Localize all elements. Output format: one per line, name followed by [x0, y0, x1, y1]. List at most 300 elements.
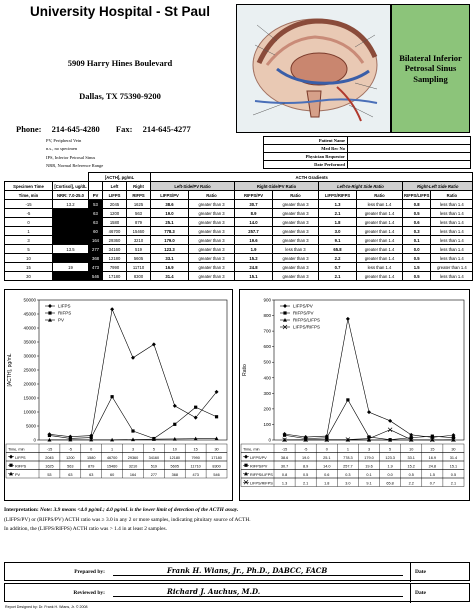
lifps-cell: 7990: [103, 263, 127, 272]
acth-group-header: [ACTH], pg/mL: [89, 173, 151, 182]
legend-item: PV, Peripheral Vein: [46, 138, 82, 143]
med-rec-field[interactable]: [348, 145, 471, 153]
plot-area: [39, 300, 227, 440]
right-ratio-cell: less than 3: [273, 245, 319, 254]
reviewed-by-label: Reviewed by:: [73, 590, 105, 596]
rifps-pv-cell: 8.9: [235, 209, 273, 218]
table-cell: 16.9: [428, 455, 437, 460]
table-cell: 15: [430, 447, 435, 452]
table-row-label: RIFPS/LIFPS: [250, 472, 273, 477]
right-ratio-cell: greater than 3: [273, 200, 319, 209]
table-cell: 25.1: [323, 455, 331, 460]
y-tick-label: 30000: [23, 353, 36, 359]
lifps-cell: 12180: [103, 254, 127, 263]
phone-label: Phone:: [16, 124, 42, 134]
cortisol-cell: [53, 272, 89, 281]
ltr-ratio-cell: less than 1.4: [357, 263, 403, 272]
table-cell: 0.1: [366, 472, 372, 477]
y-tick-label: 20000: [23, 381, 36, 387]
table-cell: 368: [171, 472, 178, 477]
rifps-lifps-cell: 0.5: [403, 254, 431, 263]
ltr-ratio-cell: greater than 1.4: [357, 218, 403, 227]
rifps-lifps-cell: 0.1: [403, 236, 431, 245]
rtl-ratio-cell: greater than 1.4: [431, 263, 473, 272]
table-cell: 519: [150, 464, 158, 469]
table-cell: 65.8: [386, 481, 394, 486]
ratio-chart-svg: [240, 290, 469, 500]
rifps-cell: 5605: [127, 254, 151, 263]
med-rec-label: Med Rec No: [264, 145, 348, 153]
time-cell: 30: [5, 272, 53, 281]
y-tick-label: 600: [263, 344, 271, 350]
y-tick-label: 0: [33, 437, 36, 443]
table-cell: 12180: [169, 455, 181, 460]
date-performed-label: Date Performed: [264, 161, 348, 169]
table-cell: 15.1: [449, 464, 458, 469]
pv-cell: 53: [89, 200, 103, 209]
table-cell: 11710: [190, 464, 201, 469]
report-footer: Report Designed by: Dr. Frank H. Wians, Jr. © 2008: [5, 605, 88, 609]
lifps-rifps-cell: 9.1: [319, 236, 357, 245]
table-cell: 38.6: [280, 455, 289, 460]
prepared-by-row: [4, 562, 470, 581]
data-point: [367, 410, 371, 414]
specimen-time-header: Specimen Time: [5, 182, 53, 191]
legend-marker: [48, 304, 52, 308]
table-cell: 1580: [86, 455, 96, 460]
data-point: [173, 404, 177, 408]
rifps-lifps-cell: 0.5: [403, 209, 431, 218]
time-cell: 10: [5, 254, 53, 263]
lifps-pv-cell: 123.3: [151, 245, 189, 254]
table-cell: 257.7: [343, 464, 353, 469]
table-cell: 63: [89, 472, 94, 477]
data-point: [131, 429, 134, 432]
lifps-pv-cell: 33.1: [151, 254, 189, 263]
legend-label: LIFPS/PV: [293, 303, 313, 309]
legend-label: RIFPS/PV: [293, 310, 314, 316]
prepared-by-signature: Frank H. Wians, Jr., Ph.D., DABCC, FACB: [113, 566, 403, 576]
lifps-pv-cell: 778.3: [151, 227, 189, 236]
nrr-header: NRR: 7.0-25.0: [53, 191, 89, 200]
table-cell: 1.5: [429, 472, 435, 477]
left-ratio-cell: greater than 3: [189, 218, 235, 227]
table-row-label: RIFPS/PV: [250, 464, 268, 469]
data-point: [48, 434, 51, 437]
pv-cell: 368: [89, 254, 103, 263]
table-cell: 29360: [127, 455, 139, 460]
ratio-header: Ratio: [431, 191, 473, 200]
rtl-ratio-cell: less than 1.4: [431, 218, 473, 227]
table-cell: 53: [47, 472, 52, 477]
y-tick-label: 900: [263, 297, 271, 303]
fax-label: Fax:: [115, 124, 133, 134]
time-header: Time, min: [5, 191, 53, 200]
right-ratio-cell: greater than 3: [273, 272, 319, 281]
right-pv-header: Right-Side/PV Ratio: [235, 182, 319, 191]
physician-label: Physician Requestor: [264, 153, 348, 161]
lifps-rifps-cell: 2.2: [319, 254, 357, 263]
left-ratio-cell: greater than 3: [189, 227, 235, 236]
legend-label: LIFPS/RIFPS: [293, 324, 321, 330]
acth-chart-svg: [5, 290, 232, 500]
assay-note: Note: 3.9 means <4.0 pg/mL; 4.0 pg/mL is the lower limit of detection of the ACTH assay.: [40, 507, 239, 513]
cortisol-cell: [53, 227, 89, 236]
data-point: [215, 415, 218, 418]
left-ratio-cell: greater than 3: [189, 254, 235, 263]
lifps-pv-cell: 179.0: [151, 236, 189, 245]
table-cell: 1.8: [324, 481, 330, 486]
cortisol-cell: [53, 236, 89, 245]
lifps-header: LIFPS: [103, 191, 127, 200]
rifps-lifps-header: RIFPS/LIFPS: [404, 192, 430, 198]
rifps-lifps-cell: 0.5: [403, 272, 431, 281]
legend-label: PV: [58, 317, 65, 323]
legend-marker: [283, 304, 287, 308]
ratio-chart: [239, 289, 470, 501]
rtl-ratio-cell: less than 1.4: [431, 227, 473, 236]
lifps-cell: 1200: [103, 209, 127, 218]
y-tick-label: 500: [263, 359, 271, 365]
physician-field[interactable]: [348, 153, 471, 161]
contact-line: [16, 124, 191, 134]
table-cell: 879: [88, 464, 95, 469]
table-cell: 15460: [106, 464, 118, 469]
lifps-cell: 46700: [103, 227, 127, 236]
table-cell: -5: [68, 447, 73, 452]
rifps-pv-header: RIFPS/PV: [235, 191, 273, 200]
table-row: [5, 227, 473, 236]
right-ratio-cell: greater than 3: [273, 236, 319, 245]
table-cell: 1: [346, 447, 349, 452]
time-cell: 1: [5, 227, 53, 236]
time-cell: 15: [5, 263, 53, 272]
left-to-right-header: Left-to-Right Side Ratio: [319, 182, 403, 191]
rifps-pv-cell: 14.0: [235, 218, 273, 227]
lifps-cell: 1580: [103, 218, 127, 227]
y-axis-label: [ACTH], pg/mL: [7, 353, 13, 387]
table-cell: 179.0: [364, 455, 374, 460]
table-cell: 5: [389, 447, 392, 452]
fax-number: 214-645-4277: [142, 124, 191, 134]
lifps-rifps-cell: 0.7: [319, 263, 357, 272]
pv-cell: 164: [89, 236, 103, 245]
y-tick-label: 45000: [23, 311, 36, 317]
report-title: Bilateral Inferior Petrosal Sinus Sampling: [391, 4, 470, 133]
data-point: [346, 317, 350, 321]
table-cell: 0.8: [281, 472, 288, 477]
legend-item: IPS, Inferior Petrosal Sinus: [46, 154, 96, 160]
cortisol-cell: 13.2: [53, 200, 89, 209]
table-cell: 7990: [191, 455, 200, 460]
table-cell: 30: [451, 447, 456, 452]
ratio-header: Ratio: [273, 191, 319, 200]
table-row-label: Time, min: [243, 447, 260, 452]
lifps-pv-cell: 16.9: [151, 263, 189, 272]
rifps-cell: 1625: [127, 200, 151, 209]
reviewed-by-row: [4, 583, 470, 602]
table-cell: 9.1: [366, 481, 372, 486]
table-cell: 1625: [45, 464, 54, 469]
data-point: [110, 307, 114, 311]
y-tick-label: 5000: [25, 423, 36, 429]
table-cell: 0.5: [450, 472, 457, 477]
table-row-label: LIFPS/PV: [250, 455, 267, 460]
table-cell: 3210: [128, 464, 138, 469]
right-left-header: Right-Left Side Ratio: [403, 182, 473, 191]
table-cell: 2.1: [450, 481, 457, 486]
rtl-ratio-cell: less than 1.4: [431, 200, 473, 209]
left-ratio-cell: greater than 3: [189, 200, 235, 209]
table-cell: 2045: [45, 455, 54, 460]
y-tick-label: 400: [263, 375, 271, 381]
y-tick-label: 50000: [23, 297, 36, 303]
right-ratio-cell: greater than 3: [273, 254, 319, 263]
table-cell: 1: [111, 447, 114, 452]
y-tick-label: 700: [263, 328, 271, 334]
legend-marker: [48, 311, 51, 314]
table-cell: 33.1: [407, 455, 415, 460]
rifps-pv-cell: 19.6: [235, 236, 273, 245]
data-point: [388, 419, 392, 423]
table-cell: 778.3: [343, 455, 353, 460]
lifps-cell: 17180: [103, 272, 127, 281]
cortisol-header: [Cortisol], ug/dL: [54, 183, 87, 189]
table-cell: 10: [172, 447, 177, 452]
left-header: Left: [103, 182, 127, 191]
lifps-rifps-cell: 65.8: [319, 245, 357, 254]
rtl-ratio-cell: less than 1.4: [431, 245, 473, 254]
table-row: [5, 218, 473, 227]
table-row-label: PV: [15, 472, 21, 477]
ltr-ratio-cell: greater than 1.4: [357, 209, 403, 218]
rtl-ratio-cell: less than 1.4: [431, 209, 473, 218]
y-tick-label: 25000: [23, 367, 36, 373]
table-row: [5, 254, 473, 263]
table-cell: 30: [214, 447, 219, 452]
date-performed-field[interactable]: [348, 161, 471, 169]
patient-name-field[interactable]: [348, 137, 471, 145]
rifps-pv-cell: 24.8: [235, 263, 273, 272]
table-cell: 0.7: [429, 481, 435, 486]
rifps-cell: 519: [127, 245, 151, 254]
table-cell: 0: [325, 447, 328, 452]
interpretation-line-2: In addition, the (LIFPS/RIFPS) ACTH ratio was > 1.4 in at least 2 samples.: [4, 526, 167, 532]
lifps-cell: 2045: [103, 200, 127, 209]
table-cell: 0.0: [387, 472, 393, 477]
data-point: [346, 398, 349, 401]
left-ratio-cell: greater than 3: [189, 245, 235, 254]
table-cell: 2.2: [408, 481, 414, 486]
cortisol-cell: [53, 254, 89, 263]
table-cell: -15: [281, 447, 288, 452]
table-cell: 0: [90, 447, 93, 452]
rifps-pv-cell: 257.7: [235, 227, 273, 236]
table-cell: 473: [192, 472, 199, 477]
y-tick-label: 300: [263, 390, 271, 396]
time-cell: -15: [5, 200, 53, 209]
data-point: [173, 423, 176, 426]
table-row-label: LIFPS: [15, 455, 26, 460]
data-point: [194, 406, 197, 409]
table-cell: 15: [193, 447, 198, 452]
pv-cell: 473: [89, 263, 103, 272]
table-cell: 8300: [212, 464, 221, 469]
lifps-rifps-cell: 3.0: [319, 227, 357, 236]
series-line: [285, 400, 454, 440]
pv-cell: 60: [89, 227, 103, 236]
prepared-by-label: Prepared by:: [74, 569, 105, 575]
rifps-pv-cell: 15.1: [235, 272, 273, 281]
hospital-city: Dallas, TX 75390-9200: [79, 91, 161, 101]
left-ratio-cell: greater than 3: [189, 263, 235, 272]
table-cell: 1200: [66, 455, 75, 460]
table-cell: 277: [150, 472, 158, 477]
table-cell: 3: [131, 447, 135, 452]
ratio-header: Ratio: [357, 191, 403, 200]
left-pv-header: Left-Side/PV Ratio: [151, 182, 235, 191]
lifps-rifps-cell: 2.1: [319, 272, 357, 281]
interpretation-line-1: (LIFPS/PV) or (RIFPS/PV) ACTH ratio was ≥ 3.0 in any 2 or more samples, indicating pituitary source of ACTH.: [4, 516, 251, 523]
table-cell: 123.3: [385, 455, 395, 460]
right-ratio-cell: greater than 3: [273, 263, 319, 272]
table-cell: 0.5: [408, 472, 414, 477]
lifps-cell: 34160: [103, 245, 127, 254]
y-axis-label: Ratio: [242, 364, 248, 376]
y-tick-label: 800: [263, 313, 271, 319]
legend-marker: [283, 311, 286, 314]
lifps-pv-cell: 38.6: [151, 200, 189, 209]
left-ratio-cell: greater than 3: [189, 209, 235, 218]
pv-cell: 546: [89, 272, 103, 281]
y-tick-label: 10000: [23, 409, 36, 415]
reviewed-date-label: Date: [415, 590, 426, 596]
lifps-pv-cell: 31.4: [151, 272, 189, 281]
right-ratio-cell: greater than 3: [273, 209, 319, 218]
time-cell: 0: [5, 218, 53, 227]
prepared-date-label: Date: [415, 569, 426, 575]
data-point: [152, 342, 156, 346]
table-cell: 60: [109, 472, 115, 477]
table-cell: -5: [303, 447, 308, 452]
ltr-ratio-cell: greater than 1.4: [357, 272, 403, 281]
table-row: [5, 236, 473, 245]
rifps-lifps-cell: 0.3: [403, 227, 431, 236]
table-row-label: RIFPS: [15, 464, 27, 469]
table-cell: 2.1: [303, 481, 309, 486]
interpretation-label: Interpretation:: [4, 507, 39, 513]
table-cell: 3: [367, 447, 371, 452]
legend-label: RIFPS/LIFPS: [293, 317, 321, 323]
rifps-pv-cell: 1.9: [235, 245, 273, 254]
pv-cell: 63: [89, 209, 103, 218]
legend-marker: [244, 464, 247, 467]
table-cell: -15: [46, 447, 53, 452]
rtl-ratio-cell: less than 1.4: [431, 272, 473, 281]
table-row: [5, 263, 473, 272]
rifps-pv-cell: 15.2: [235, 254, 273, 263]
pv-header: PV: [89, 191, 103, 200]
reviewed-by-signature: Richard J. Auchus, M.D.: [113, 587, 403, 597]
table-row: [5, 272, 473, 281]
rtl-ratio-cell: less than 1.4: [431, 236, 473, 245]
legend-label: RIFPS: [58, 310, 72, 316]
rifps-cell: 8300: [127, 272, 151, 281]
rifps-lifps-cell: 0.8: [403, 200, 431, 209]
data-point: [131, 356, 135, 360]
lifps-rifps-cell: 2.1: [319, 209, 357, 218]
sampling-data-table: [4, 172, 473, 281]
table-row: [5, 209, 473, 218]
table-cell: 10: [409, 447, 414, 452]
pv-cell: 63: [89, 218, 103, 227]
lifps-pv-cell: 25.1: [151, 218, 189, 227]
phone-number: 214-645-4280: [51, 124, 100, 134]
rifps-header: RIFPS: [127, 191, 151, 200]
lifps-rifps-cell: 1.3: [319, 200, 357, 209]
rifps-cell: 3210: [127, 236, 151, 245]
rifps-cell: 563: [127, 209, 151, 218]
cortisol-cell: 19: [53, 263, 89, 272]
rifps-lifps-cell: 0.6: [403, 218, 431, 227]
table-cell: 5: [152, 447, 155, 452]
table-cell: 24.8: [428, 464, 437, 469]
series-line: [285, 319, 454, 437]
pv-cell: 277: [89, 245, 103, 254]
ltr-ratio-cell: less than 1.4: [357, 200, 403, 209]
brain-anatomy-image: [236, 4, 391, 133]
ltr-ratio-cell: greater than 1.4: [357, 254, 403, 263]
patient-info-table: [263, 136, 471, 169]
ratio-header: Ratio: [189, 191, 235, 200]
series-line: [49, 309, 216, 436]
rifps-cell: 11710: [127, 263, 151, 272]
right-ratio-cell: greater than 3: [273, 227, 319, 236]
ltr-ratio-cell: greater than 1.4: [357, 245, 403, 254]
lifps-pv-cell: 19.0: [151, 209, 189, 218]
rifps-pv-cell: 30.7: [235, 200, 273, 209]
interpretation: [4, 506, 470, 535]
y-tick-label: 40000: [23, 325, 36, 331]
table-cell: 0.6: [324, 472, 330, 477]
table-cell: 31.4: [449, 455, 458, 460]
table-cell: 1.3: [281, 481, 288, 486]
hospital-address: 5909 Harry Hines Boulevard: [67, 58, 173, 68]
left-ratio-cell: greater than 3: [189, 272, 235, 281]
table-cell: 1.9: [387, 464, 393, 469]
table-cell: 15.2: [407, 464, 415, 469]
table-cell: 34160: [148, 455, 160, 460]
table-cell: 0.3: [345, 472, 351, 477]
ltr-ratio-cell: greater than 1.4: [357, 236, 403, 245]
y-tick-label: 100: [263, 421, 271, 427]
rifps-lifps-cell: 1.5: [403, 263, 431, 272]
table-cell: 0.5: [303, 472, 309, 477]
table-cell: 5605: [170, 464, 180, 469]
legend-marker: [244, 455, 248, 459]
time-cell: 5: [5, 245, 53, 254]
patient-name-label: Patient Name: [264, 137, 348, 145]
table-cell: 19.6: [365, 464, 373, 469]
legend-item: NRR, Normal Reference Range: [46, 162, 104, 168]
table-row-label: Time, min: [8, 447, 25, 452]
abbreviation-legend: [46, 137, 103, 170]
lifps-cell: 29360: [103, 236, 127, 245]
right-ratio-cell: greater than 3: [273, 218, 319, 227]
lifps-rifps-cell: 1.8: [319, 218, 357, 227]
table-row: [5, 245, 473, 254]
rifps-cell: 879: [127, 218, 151, 227]
